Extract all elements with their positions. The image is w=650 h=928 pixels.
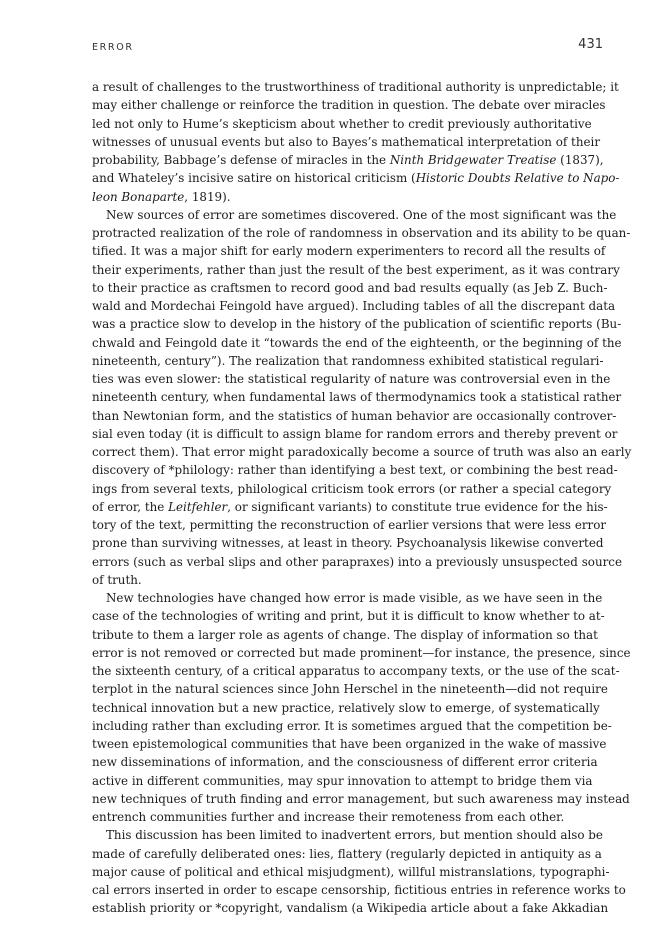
text-line: establish priority or *copyright, vandalism (a Wikipedia article about a fake Akkadian — [92, 901, 609, 916]
text-line: to their practice as craftsmen to record good and bad results equally (as Jeb Z. Buch- — [92, 280, 608, 295]
body-text — [92, 78, 632, 918]
text-line: entrench communities further and increase their remoteness from each other. — [92, 810, 565, 824]
text-line: cal errors inserted in order to escape censorship, fictitious entries in reference works to — [92, 883, 626, 897]
text-line: tified. It was a major shift for early modern experimenters to record all the results of — [92, 244, 606, 259]
text-line: new disseminations of information, and the consciousness of different error criteria — [92, 755, 598, 770]
text-line: errors (such as verbal slips and other parapraxes) into a previously unsuspected source — [92, 554, 622, 569]
text-line: their experiments, rather than just the result of the best experiment, as it was contrary — [92, 262, 620, 277]
text-line: of error, the Leitfehler, or significant variants) to constitute true evidence for the his- — [92, 499, 608, 514]
text-line: major cause of political and ethical misjudgment), willful mistranslations, typographi- — [92, 864, 610, 879]
text-line: tory of the text, permitting the reconstruction of earlier versions that were less error — [92, 518, 607, 532]
text-line: probability, Babbage’s defense of miracles in the Ninth Bridgewater Treatise (1837), — [92, 153, 604, 167]
text-line: tribute to them a larger role as agents of change. The display of information so that — [92, 627, 598, 642]
text-line: made of carefully deliberated ones: lies, flattery (regularly depicted in antiquity as a — [92, 846, 602, 861]
text-line: of truth. — [92, 572, 142, 587]
text-line: chwald and Feingold date it “towards the end of the eighteenth, or the beginning of the — [92, 335, 622, 350]
text-line: and Whateley’s incisive satire on historical criticism (Historic Doubts Relative to Napo- — [92, 171, 620, 186]
running-head: ERROR — [92, 42, 134, 53]
text-line: technical innovation but a new practice, relatively slow to emerge, of systematically — [92, 700, 600, 715]
text-line: prone than surviving witnesses, at least in theory. Psychoanalysis likewise converted — [92, 536, 604, 551]
text-line: wald and Mordechai Feingold have argued). Including tables of all the discrepant data — [92, 299, 616, 313]
text-line: sial even today (it is difficult to assign blame for random errors and thereby prevent or — [92, 426, 618, 441]
paragraph — [92, 78, 620, 206]
text-line: active in different communities, may spur innovation to attempt to bridge them via — [92, 773, 593, 788]
text-line: ings from several texts, philological criticism took errors (or rather a special category — [92, 481, 612, 496]
text-line: This discussion has been limited to inadvertent errors, but mention should also be — [106, 828, 603, 843]
text-line: terplot in the natural sciences since John Herschel in the nineteenth—did not require — [92, 682, 608, 697]
paragraph — [92, 826, 626, 917]
text-line: New technologies have changed how error is made visible, as we have seen in the — [106, 591, 603, 605]
text-line: nineteenth, century”). The realization that randomness exhibited statistical regulari- — [92, 353, 604, 368]
text-line: leon Bonaparte, 1819). — [92, 189, 231, 204]
text-line: error is not removed or corrected but made prominent—for instance, the presence, since — [92, 645, 631, 660]
paragraph — [92, 589, 631, 826]
text-line: correct them). That error might paradoxically become a source of truth was also an early — [92, 445, 632, 459]
text-line: tween epistemological communities that have been organized in the wake of massive — [92, 737, 607, 751]
text-line: new techniques of truth finding and error management, but such awareness may instead — [92, 791, 630, 806]
text-line: witnesses of unusual events but also to Bayes’s mathematical interpretation of their — [92, 134, 601, 149]
text-line: discovery of *philology: rather than identifying a best text, or combining the best read- — [92, 463, 618, 478]
text-line: New sources of error are sometimes discovered. One of the most significant was the — [106, 207, 617, 222]
page-number: 431 — [578, 37, 603, 52]
text-line: case of the technologies of writing and print, but it is difficult to know whether to at- — [92, 609, 605, 624]
text-line: ties was even slower: the statistical regularity of nature was controversial even in the — [92, 372, 611, 386]
text-line: may either challenge or reinforce the tradition in question. The debate over miracles — [92, 98, 606, 113]
text-line: was a practice slow to develop in the history of the publication of scientific reports (Bu- — [92, 317, 622, 332]
text-line: protracted realization of the role of randomness in observation and its ability to be quan- — [92, 226, 631, 240]
text-line: a result of challenges to the trustworthiness of traditional authority is unpredictable; it — [92, 80, 619, 94]
text-line: the sixteenth century, of a critical apparatus to accompany texts, or the use of the scat- — [92, 664, 620, 678]
text-line: including rather than excluding error. It is sometimes argued that the competition be- — [92, 718, 612, 733]
text-line: than Newtonian form, and the statistics of human behavior are occasionally controver- — [92, 408, 617, 423]
text-line: nineteenth century, when fundamental laws of thermodynamics took a statistical rather — [92, 390, 622, 405]
paragraph — [92, 206, 632, 589]
text-line: led not only to Hume’s skepticism about whether to credit previously authoritative — [92, 116, 592, 131]
